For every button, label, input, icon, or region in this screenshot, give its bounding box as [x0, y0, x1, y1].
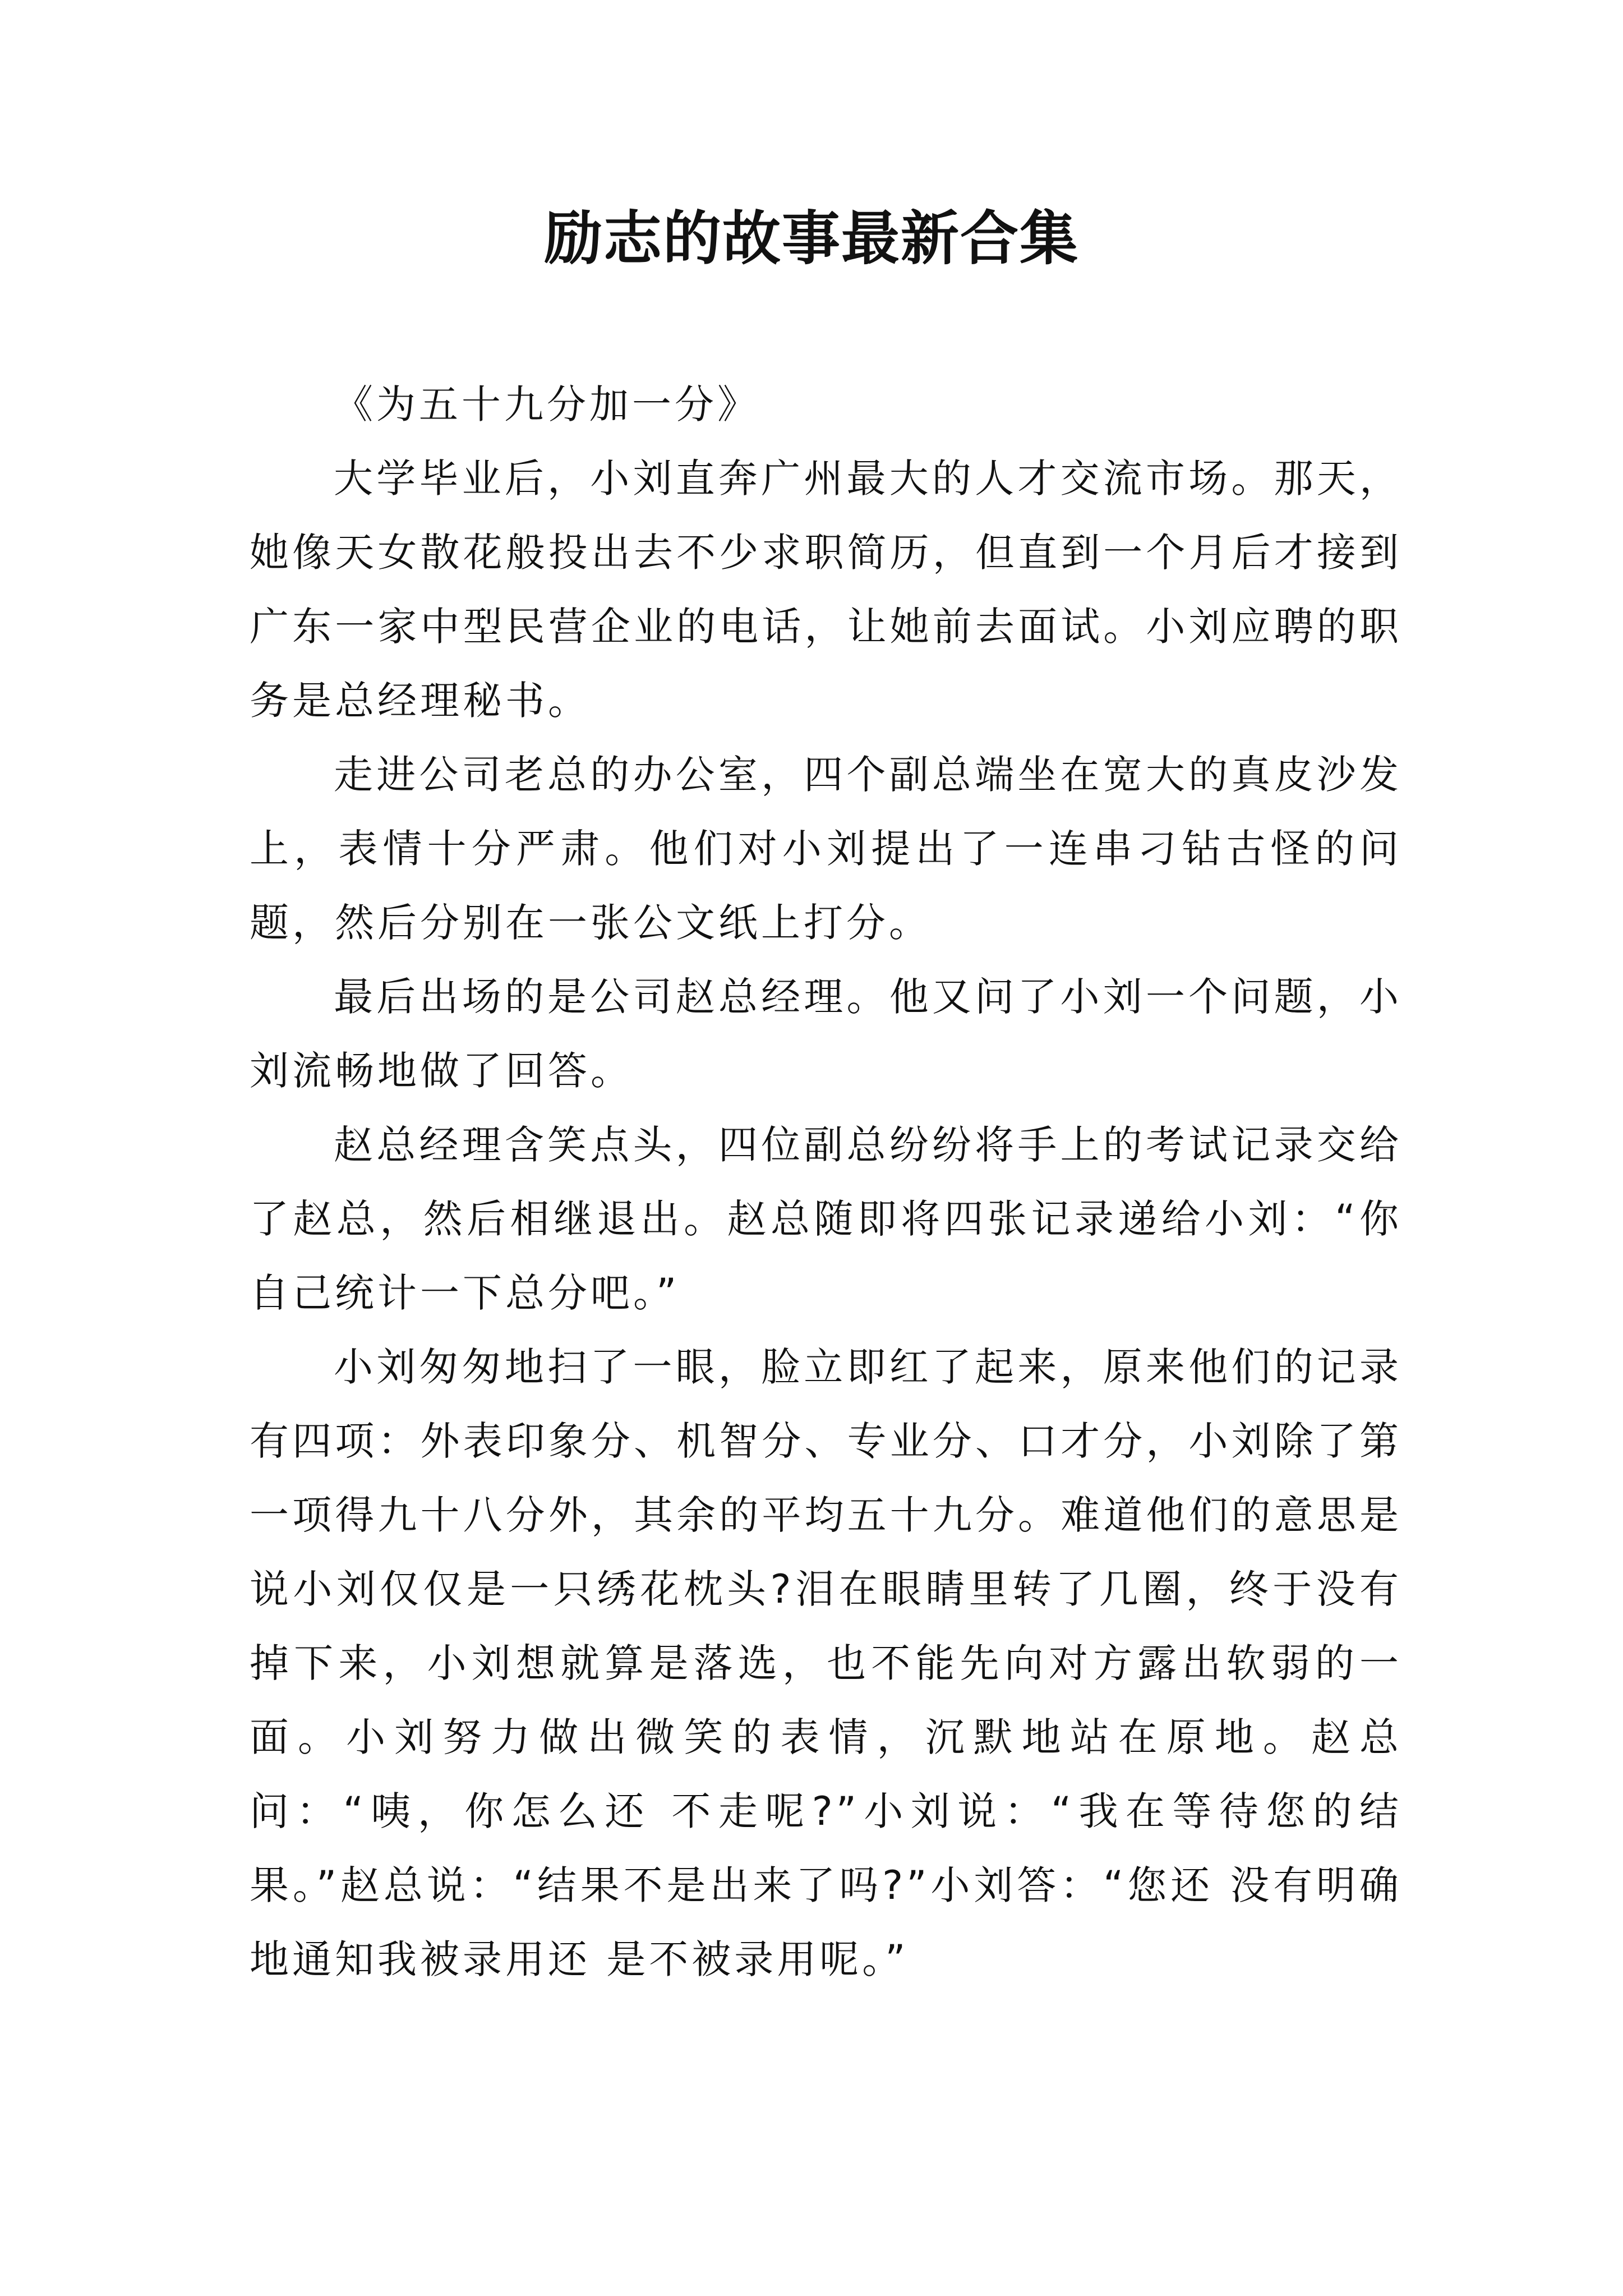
paragraph: 赵总经理含笑点头，四位副总纷纷将手上的考试记录交给了赵总，然后相继退出。赵总随即将四张记录递给小刘：“你自己统计一下总分吧。”: [250, 1122, 1402, 1316]
paragraph: 走进公司老总的办公室，四个副总端坐在宽大的真皮沙发上，表情十分严肃。他们对小刘提出了一连串刁钻古怪的问题，然后分别在一张公文纸上打分。: [250, 752, 1402, 946]
paragraph: 最后出场的是公司赵总经理。他又问了小刘一个问题，小刘流畅地做了回答。: [250, 974, 1402, 1094]
document-title: 励志的故事最新合集: [543, 204, 1079, 273]
story-title: 《为五十九分加一分》: [334, 381, 760, 427]
paragraph: 小刘匆匆地扫了一眼，脸立即红了起来，原来他们的记录有四项：外表印象分、机智分、专业分、口才分，小刘除了第一项得九十八分外，其余的平均五十九分。难道他们的意思是说小刘仅仅是一只绣花枕头?泪在眼睛里转了几圈，终于没有掉下来，小刘想就算是落选，也不能先向对方露出软弱的一面。小刘努力做出微笑的表情，沉默地站在原地。赵总问：“咦，你怎么还 不走呢?”小刘说：“我在等待您的结果。”赵总说：“结果不是出来了吗?”小刘答：“您还 没有明确地通知我被录用还 是不被录用呢。”: [250, 1344, 1402, 1982]
paragraph: 大学毕业后，小刘直奔广州最大的人才交流市场。那天，她像天女散花般投出去不少求职简历，但直到一个月后才接到广东一家中型民营企业的电话，让她前去面试。小刘应聘的职务是总经理秘书。: [250, 455, 1402, 724]
document-body: [250, 367, 1402, 1996]
